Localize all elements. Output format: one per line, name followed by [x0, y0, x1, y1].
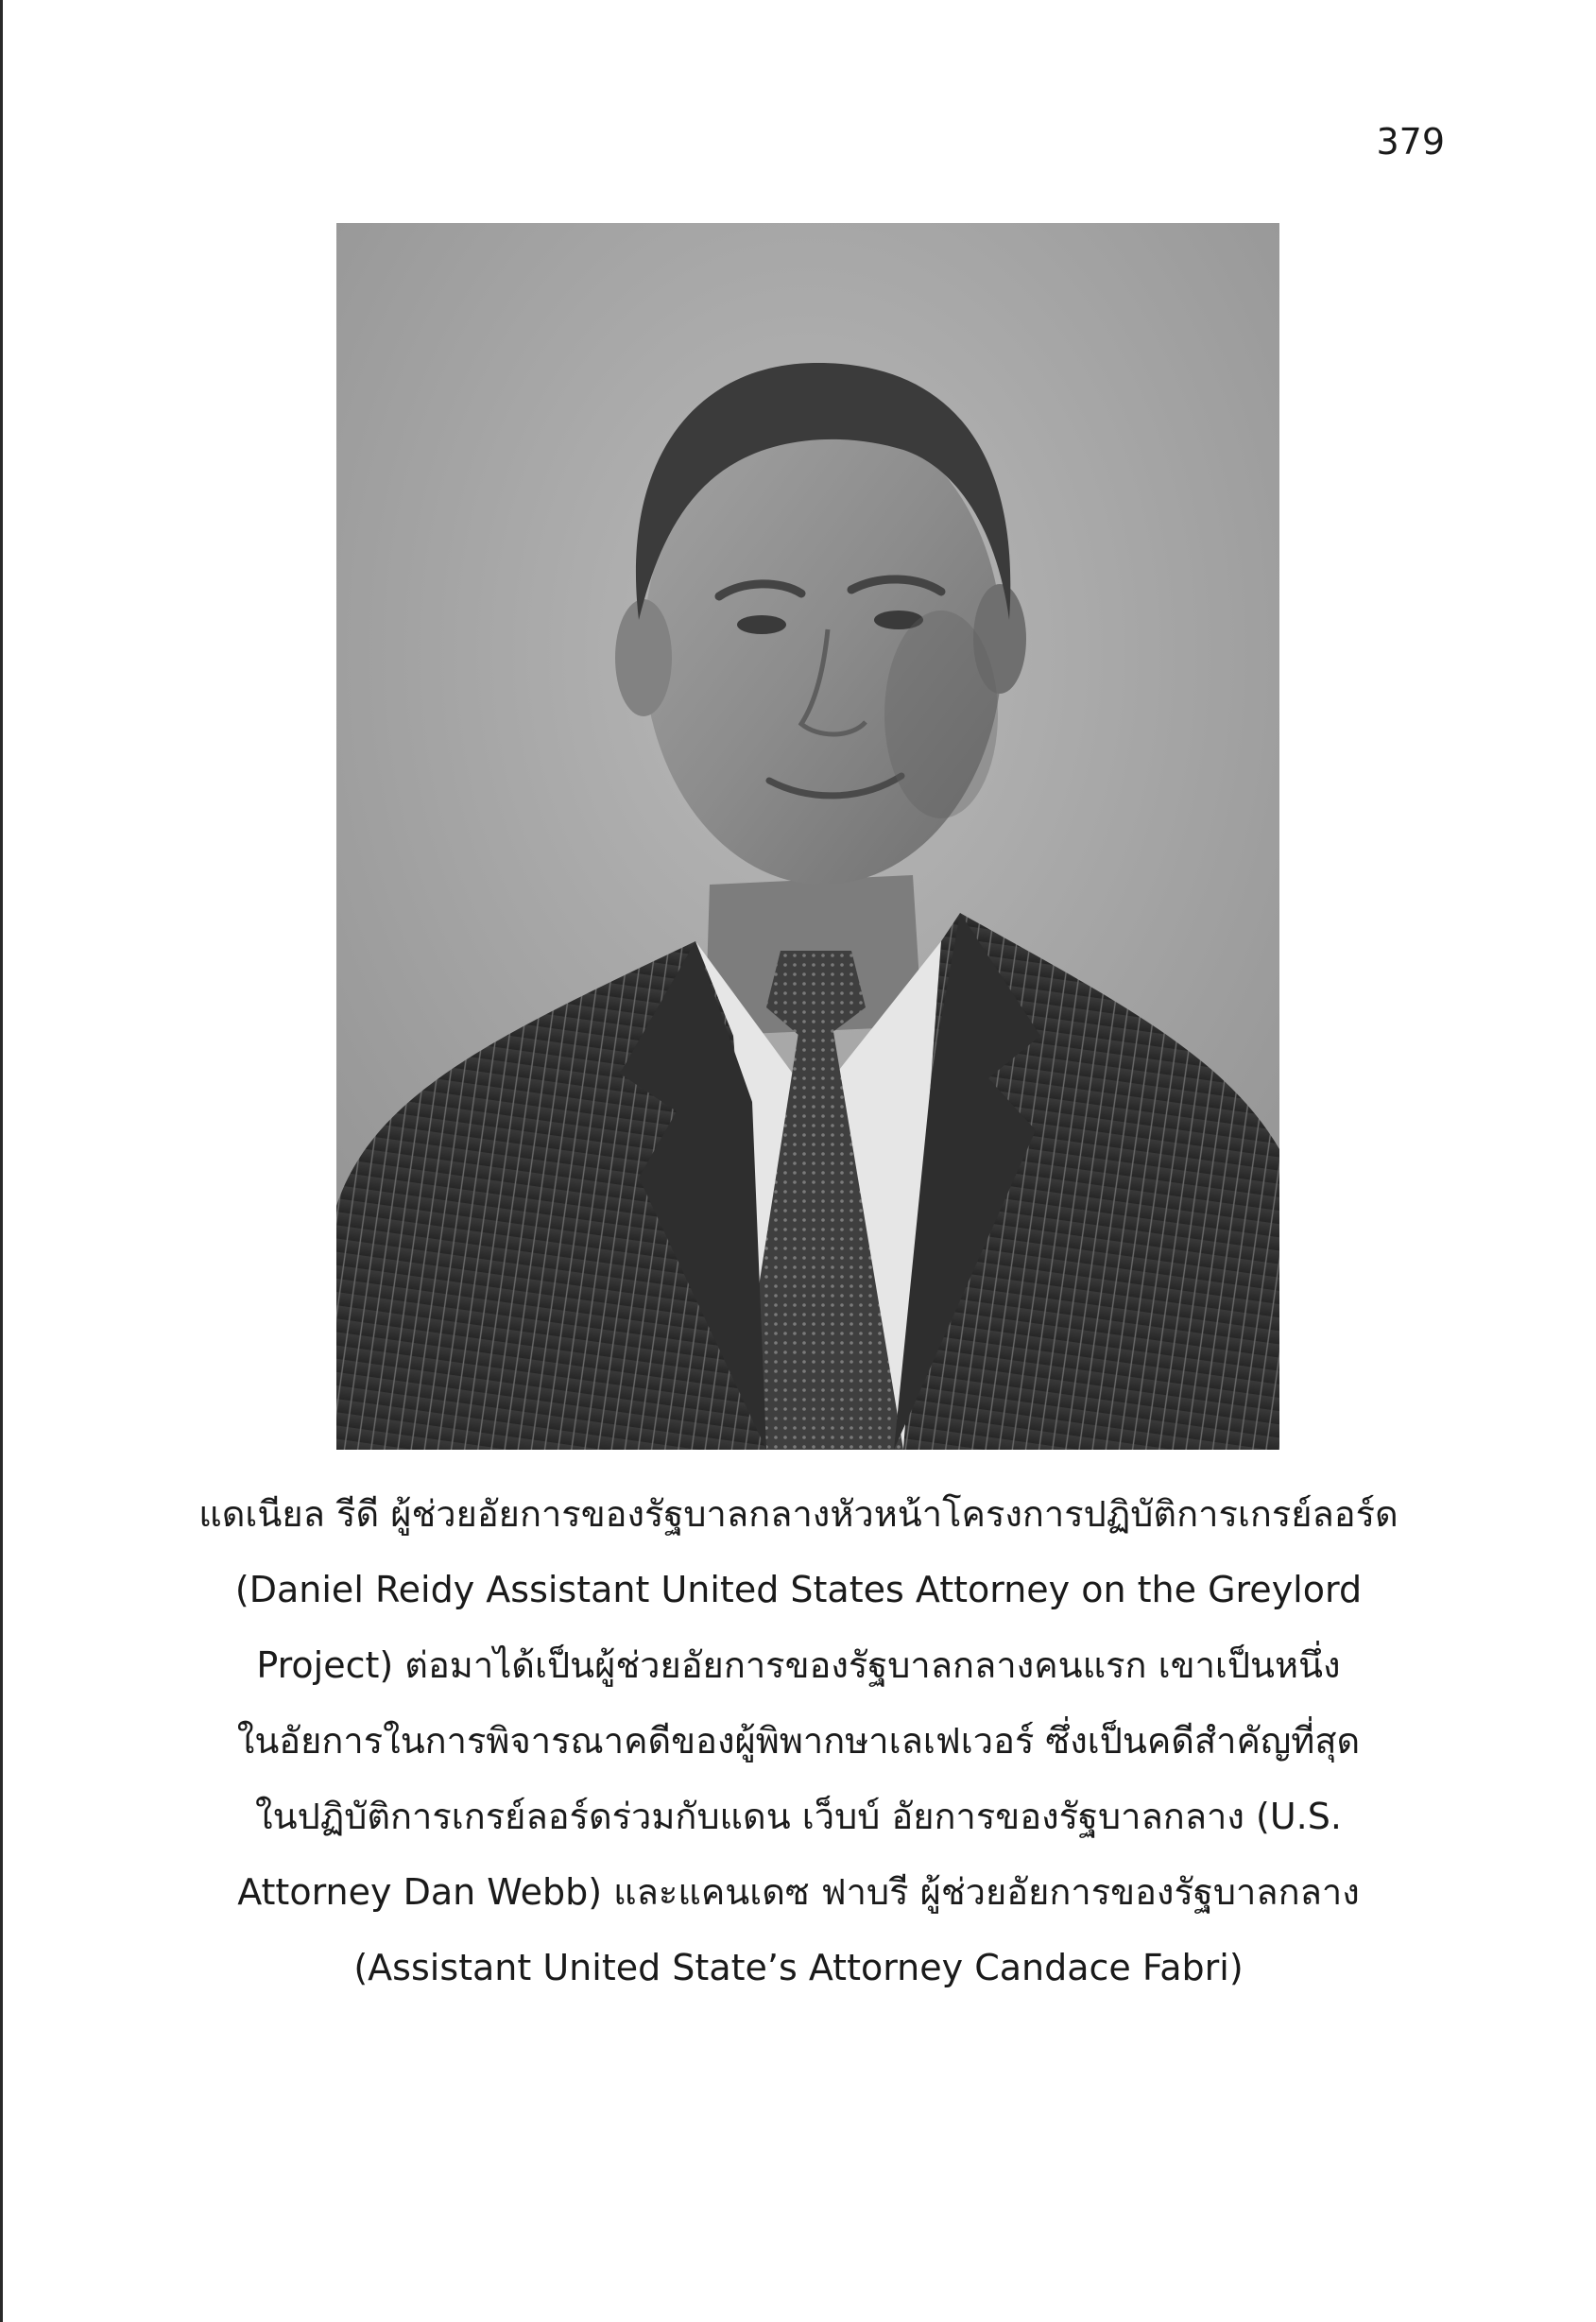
caption-line: (Daniel Reidy Assistant United States Attorney on the Greylord — [234, 1569, 1363, 1610]
caption-line: ในอัยการในการพิจารณาคดีของผู้พิพากษาเลเฟเวอร์ ซึ่งเป็นคดีสำคัญที่สุด — [236, 1720, 1361, 1762]
portrait-photo — [336, 223, 1279, 1450]
caption-line: Attorney Dan Webb) และแคนเดซ ฟาบรี ผู้ช่วยอัยการของรัฐบาลกลาง — [237, 1871, 1360, 1913]
photo-caption — [132, 1476, 1465, 2005]
page-edge-rule — [0, 0, 3, 2322]
caption-line: Project) ต่อมาได้เป็นผู้ช่วยอัยการของรัฐบาลกลางคนแรก เขาเป็นหนึ่ง — [256, 1644, 1341, 1686]
caption-line: (Assistant United State’s Attorney Candace Fabri) — [353, 1947, 1244, 1988]
caption-line: แดเนียล รีดี ผู้ช่วยอัยการของรัฐบาลกลางหัวหน้าโครงการปฏิบัติการเกรย์ลอร์ด — [198, 1493, 1399, 1535]
caption-line: ในปฏิบัติการเกรย์ลอร์ดร่วมกับแดน เว็บบ์ อัยการของรัฐบาลกลาง (U.S. — [255, 1796, 1342, 1837]
page-number: 379 — [1376, 121, 1445, 163]
